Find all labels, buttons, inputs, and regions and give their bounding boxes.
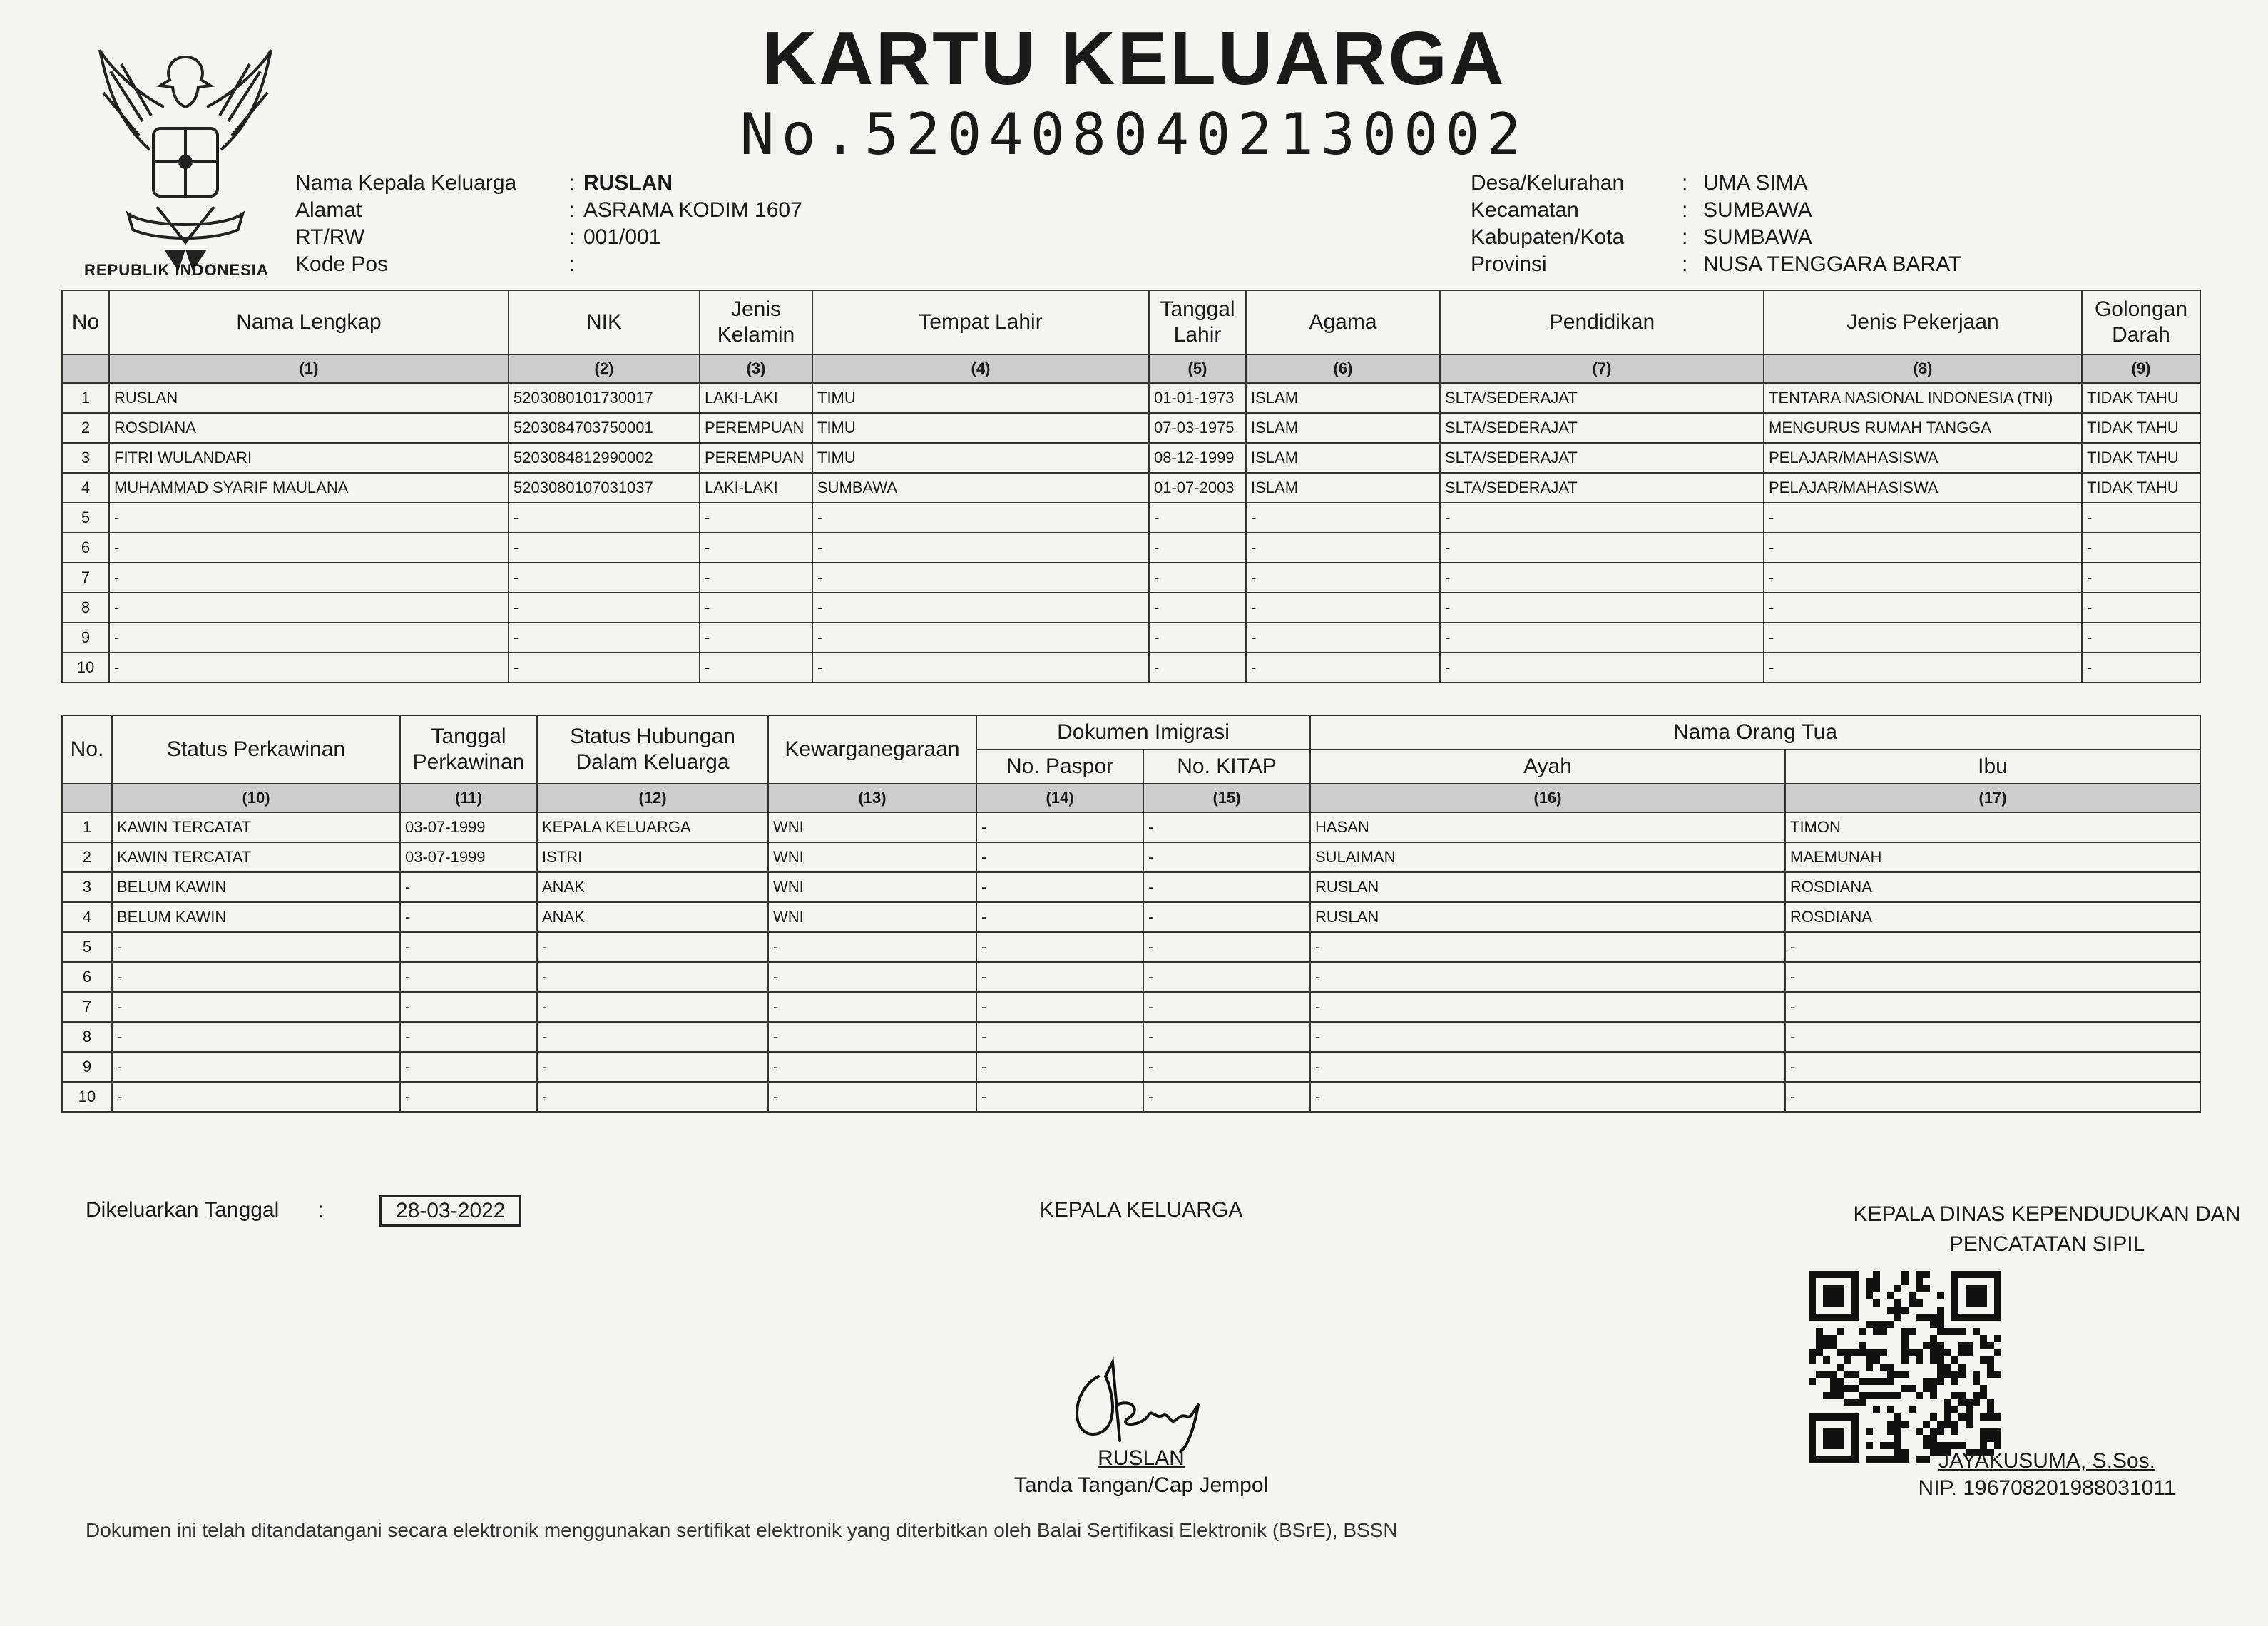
table-cell: 3 <box>62 443 109 473</box>
kk-head-name: RUSLAN <box>1098 1446 1185 1470</box>
office-title-line: KEPALA DINAS KEPENDUDUKAN DAN <box>1853 1202 2241 1226</box>
table-cell: - <box>1149 563 1246 593</box>
table-cell: - <box>1440 623 1764 653</box>
table-cell: MAEMUNAH <box>1785 842 2200 872</box>
table-cell: - <box>537 992 768 1022</box>
header-row-rt-rw: RT/RW : 001/001 <box>295 224 937 251</box>
table-cell: - <box>1143 932 1310 962</box>
table-cell: ISLAM <box>1246 473 1440 503</box>
table-cell: 5203080107031037 <box>509 473 700 503</box>
column-header: No <box>62 290 109 354</box>
table-cell: SLTA/SEDERAJAT <box>1440 413 1764 443</box>
table-cell: TIDAK TAHU <box>2082 473 2200 503</box>
table-cell: SUMBAWA <box>812 473 1149 503</box>
table-cell: 5203084703750001 <box>509 413 700 443</box>
table-cell: - <box>1149 533 1246 563</box>
table-cell: FITRI WULANDARI <box>109 443 509 473</box>
table-row <box>62 593 2200 623</box>
table-row <box>62 413 2200 443</box>
column-header: Pendidikan <box>1440 290 1764 354</box>
table-cell: - <box>1246 623 1440 653</box>
table-cell: - <box>1310 1052 1785 1082</box>
table-cell: 8 <box>62 593 109 623</box>
table-cell: 1 <box>62 383 109 413</box>
header-label: Kode Pos <box>295 252 389 276</box>
column-number: (13) <box>768 784 976 812</box>
table-cell: - <box>1440 653 1764 682</box>
table-cell: 7 <box>62 563 109 593</box>
table-cell: - <box>976 812 1143 842</box>
table-cell: SULAIMAN <box>1310 842 1785 872</box>
table-row <box>62 503 2200 533</box>
header-label: Alamat <box>295 198 362 222</box>
table-row <box>62 992 2200 1022</box>
table-cell: ROSDIANA <box>1785 902 2200 932</box>
header-right <box>1471 170 2113 278</box>
table-cell: 9 <box>62 1052 112 1082</box>
header-value: RUSLAN <box>583 171 673 195</box>
table-cell: - <box>976 872 1143 902</box>
table-cell: ISTRI <box>537 842 768 872</box>
table-cell: - <box>1143 842 1310 872</box>
table-cell: ROSDIANA <box>1785 872 2200 902</box>
column-header: Status Perkawinan <box>112 715 400 784</box>
table-cell: - <box>976 902 1143 932</box>
table-cell: - <box>1143 962 1310 992</box>
table-cell: - <box>1440 503 1764 533</box>
table-cell: 5203080101730017 <box>509 383 700 413</box>
table-cell: - <box>700 623 812 653</box>
table-cell: MUHAMMAD SYARIF MAULANA <box>109 473 509 503</box>
header-label: Kecamatan <box>1471 198 1579 222</box>
table-cell: ANAK <box>537 872 768 902</box>
table-row <box>62 872 2200 902</box>
table-cell: - <box>768 1052 976 1082</box>
table-cell: - <box>400 962 537 992</box>
table-cell: SLTA/SEDERAJAT <box>1440 383 1764 413</box>
header-row-kepala-keluarga: Nama Kepala Keluarga : RUSLAN <box>295 170 937 197</box>
table-cell: 4 <box>62 473 109 503</box>
table-cell: - <box>112 932 400 962</box>
column-header: Jenis Pekerjaan <box>1764 290 2082 354</box>
table-cell: - <box>768 1082 976 1112</box>
column-number: (5) <box>1149 354 1246 383</box>
table-cell: RUSLAN <box>1310 902 1785 932</box>
column-header: No. KITAP <box>1143 750 1310 784</box>
table-cell: - <box>1143 1022 1310 1052</box>
table-cell: - <box>400 902 537 932</box>
table-cell: ROSDIANA <box>109 413 509 443</box>
table-cell: - <box>1149 623 1246 653</box>
table-cell: - <box>1143 872 1310 902</box>
table-cell: - <box>1764 533 2082 563</box>
table-cell: 6 <box>62 962 112 992</box>
table-cell: - <box>1149 503 1246 533</box>
table-cell: - <box>537 1052 768 1082</box>
table-cell: WNI <box>768 872 976 902</box>
table1-header-row <box>62 290 2200 354</box>
header-value: 001/001 <box>583 225 661 249</box>
table-row <box>62 533 2200 563</box>
table-cell: HASAN <box>1310 812 1785 842</box>
table-cell: 03-07-1999 <box>400 812 537 842</box>
signature-image <box>1056 1348 1227 1455</box>
table-cell: - <box>112 1052 400 1082</box>
qr-code-icon <box>1809 1271 2001 1463</box>
table-cell: - <box>1246 503 1440 533</box>
table-cell: - <box>1764 563 2082 593</box>
table-cell: - <box>2082 593 2200 623</box>
table-cell: - <box>112 1022 400 1052</box>
table-cell: - <box>1785 992 2200 1022</box>
table-cell: - <box>1764 623 2082 653</box>
table-row <box>62 902 2200 932</box>
table-cell: - <box>1785 1052 2200 1082</box>
table-cell: 2 <box>62 413 109 443</box>
table-cell: - <box>1246 563 1440 593</box>
header-label: Provinsi <box>1471 252 1547 276</box>
table-cell: RUSLAN <box>109 383 509 413</box>
table-cell: - <box>109 653 509 682</box>
table-cell: - <box>700 503 812 533</box>
header-row-kecamatan: Kecamatan : SUMBAWA <box>1471 197 2113 224</box>
table-cell: - <box>1246 533 1440 563</box>
table-cell: - <box>112 1082 400 1112</box>
column-header: Dokumen Imigrasi <box>976 715 1310 750</box>
table-cell: SLTA/SEDERAJAT <box>1440 443 1764 473</box>
table-cell: - <box>537 1022 768 1052</box>
table-cell: 01-01-1973 <box>1149 383 1246 413</box>
table-cell: - <box>1143 1052 1310 1082</box>
table-row <box>62 383 2200 413</box>
table-cell: - <box>976 992 1143 1022</box>
table-cell: - <box>976 962 1143 992</box>
table-row <box>62 563 2200 593</box>
table-cell: - <box>1764 503 2082 533</box>
table-cell: - <box>1310 1022 1785 1052</box>
table-cell: WNI <box>768 812 976 842</box>
table-cell: TENTARA NASIONAL INDONESIA (TNI) <box>1764 383 2082 413</box>
table-cell: 10 <box>62 1082 112 1112</box>
table-cell: - <box>812 533 1149 563</box>
table-row <box>62 653 2200 682</box>
column-header: Ayah <box>1310 750 1785 784</box>
table-cell: - <box>1764 653 2082 682</box>
table-cell: - <box>976 1082 1143 1112</box>
table-cell: ISLAM <box>1246 443 1440 473</box>
issued-colon: : <box>318 1198 325 1222</box>
column-number <box>62 784 112 812</box>
table-cell: LAKI-LAKI <box>700 383 812 413</box>
table-cell: TIMU <box>812 443 1149 473</box>
header-value: UMA SIMA <box>1703 171 1808 195</box>
table-cell: - <box>509 593 700 623</box>
table-cell: - <box>537 1082 768 1112</box>
column-header: Agama <box>1246 290 1440 354</box>
table-cell: - <box>1310 1082 1785 1112</box>
table-cell: - <box>812 623 1149 653</box>
table-cell: - <box>1440 563 1764 593</box>
column-number-row <box>62 784 2200 812</box>
table-cell: - <box>1440 593 1764 623</box>
table-cell: RUSLAN <box>1310 872 1785 902</box>
table-cell: - <box>2082 623 2200 653</box>
table-cell: - <box>1143 812 1310 842</box>
header-row-kabupaten: Kabupaten/Kota : SUMBAWA <box>1471 224 2113 251</box>
table-cell: - <box>768 932 976 962</box>
table-cell: - <box>400 872 537 902</box>
table-row <box>62 473 2200 503</box>
table-cell: - <box>700 593 812 623</box>
table-cell: - <box>509 563 700 593</box>
column-number: (6) <box>1246 354 1440 383</box>
family-members-table <box>61 290 2201 683</box>
column-number: (16) <box>1310 784 1785 812</box>
table-row <box>62 932 2200 962</box>
table-cell: PEREMPUAN <box>700 443 812 473</box>
office-title-line: PENCATATAN SIPIL <box>1948 1232 2145 1256</box>
table-cell: - <box>812 503 1149 533</box>
table-cell: - <box>109 623 509 653</box>
table-cell: - <box>1785 932 2200 962</box>
header-row-provinsi: Provinsi : NUSA TENGGARA BARAT <box>1471 251 2113 278</box>
table-cell: - <box>112 992 400 1022</box>
table-cell: - <box>1785 1082 2200 1112</box>
column-number-row <box>62 354 2200 383</box>
table-cell: TIDAK TAHU <box>2082 413 2200 443</box>
header-left <box>295 170 937 278</box>
office-title <box>1640 1200 2268 1259</box>
table-cell: 7 <box>62 992 112 1022</box>
table-row <box>62 623 2200 653</box>
table-cell: ISLAM <box>1246 383 1440 413</box>
table-cell: - <box>1149 653 1246 682</box>
column-header: Golongan Darah <box>2082 290 2200 354</box>
column-header: Tanggal Lahir <box>1149 290 1246 354</box>
column-header: Nama Lengkap <box>109 290 509 354</box>
table-cell: 5 <box>62 503 109 533</box>
table-cell: - <box>1149 593 1246 623</box>
table-cell: TIDAK TAHU <box>2082 443 2200 473</box>
header-row-desa: Desa/Kelurahan : UMA SIMA <box>1471 170 2113 197</box>
table-cell: - <box>509 533 700 563</box>
table-cell: PELAJAR/MAHASISWA <box>1764 473 2082 503</box>
table-cell: 9 <box>62 623 109 653</box>
table-cell: TIMON <box>1785 812 2200 842</box>
table-cell: ISLAM <box>1246 413 1440 443</box>
table-cell: 5 <box>62 932 112 962</box>
table-cell: 5203084812990002 <box>509 443 700 473</box>
header-value: ASRAMA KODIM 1607 <box>583 198 802 222</box>
table-cell: - <box>976 932 1143 962</box>
column-number: (11) <box>400 784 537 812</box>
table2-header-row-top <box>62 715 2200 750</box>
family-status-table <box>61 715 2201 1113</box>
table-cell: - <box>1143 902 1310 932</box>
table-cell: WNI <box>768 902 976 932</box>
column-number: (17) <box>1785 784 2200 812</box>
header-label: Desa/Kelurahan <box>1471 171 1625 195</box>
table-cell: - <box>812 563 1149 593</box>
table-cell: TIMU <box>812 383 1149 413</box>
signature-caption: Tanda Tangan/Cap Jempol <box>1013 1473 1269 1497</box>
table-cell: - <box>1246 593 1440 623</box>
table-cell: 8 <box>62 1022 112 1052</box>
column-header: Ibu <box>1785 750 2200 784</box>
table-cell: - <box>509 503 700 533</box>
table-row <box>62 842 2200 872</box>
column-header: Nama Orang Tua <box>1310 715 2200 750</box>
header-row-alamat: Alamat : ASRAMA KODIM 1607 <box>295 197 937 224</box>
column-number: (4) <box>812 354 1149 383</box>
header-value: SUMBAWA <box>1703 198 1812 222</box>
table-cell: KAWIN TERCATAT <box>112 842 400 872</box>
column-header: No. Paspor <box>976 750 1143 784</box>
table-cell: ANAK <box>537 902 768 932</box>
table-cell: - <box>1310 932 1785 962</box>
table-cell: - <box>400 1022 537 1052</box>
table-cell: - <box>2082 563 2200 593</box>
column-number: (3) <box>700 354 812 383</box>
header-value: SUMBAWA <box>1703 225 1812 249</box>
disclaimer-text: Dokumen ini telah ditandatangani secara elektronik menggunakan sertifikat elektronik yang diterbitkan oleh Balai Sertifikasi Elektronik (BSrE), BSSN <box>86 1519 1398 1541</box>
table-cell: MENGURUS RUMAH TANGGA <box>1764 413 2082 443</box>
table-cell: 07-03-1975 <box>1149 413 1246 443</box>
table-cell: - <box>700 563 812 593</box>
table-cell: BELUM KAWIN <box>112 872 400 902</box>
table-cell: 1 <box>62 812 112 842</box>
table-cell: 01-07-2003 <box>1149 473 1246 503</box>
column-number: (12) <box>537 784 768 812</box>
table-cell: - <box>109 533 509 563</box>
table-cell: 03-07-1999 <box>400 842 537 872</box>
column-number: (15) <box>1143 784 1310 812</box>
official-name: JAYAKUSUMA, S.Sos. <box>1938 1449 2155 1473</box>
table-row <box>62 1082 2200 1112</box>
column-header: Kewarganegaraan <box>768 715 976 784</box>
column-number <box>62 354 109 383</box>
kk-number: No.5204080402130002 <box>740 101 1528 168</box>
table-cell: - <box>1143 1082 1310 1112</box>
table-cell: - <box>1785 1022 2200 1052</box>
table-cell: - <box>509 653 700 682</box>
kk-head-label: KEPALA KELUARGA <box>1039 1198 1243 1222</box>
column-number: (8) <box>1764 354 2082 383</box>
column-header: No. <box>62 715 112 784</box>
issued-label: Dikeluarkan Tanggal <box>86 1198 280 1222</box>
table-cell: - <box>1764 593 2082 623</box>
table-cell: - <box>1440 533 1764 563</box>
table-cell: - <box>976 1022 1143 1052</box>
column-number: (9) <box>2082 354 2200 383</box>
table-cell: - <box>1143 992 1310 1022</box>
table-cell: - <box>768 992 976 1022</box>
header-label: Nama Kepala Keluarga <box>295 171 517 195</box>
table-cell: PELAJAR/MAHASISWA <box>1764 443 2082 473</box>
table-cell: - <box>537 962 768 992</box>
issued-date: 28-03-2022 <box>379 1195 521 1227</box>
table-cell: - <box>812 653 1149 682</box>
official-nip: NIP. 196708201988031011 <box>1918 1476 2176 1500</box>
table-cell: KEPALA KELUARGA <box>537 812 768 842</box>
table-cell: - <box>109 503 509 533</box>
table-cell: BELUM KAWIN <box>112 902 400 932</box>
table-row <box>62 1052 2200 1082</box>
table-cell: PEREMPUAN <box>700 413 812 443</box>
column-header: Tanggal Perkawinan <box>400 715 537 784</box>
column-number: (1) <box>109 354 509 383</box>
table-cell: - <box>112 962 400 992</box>
column-header: NIK <box>509 290 700 354</box>
table-cell: 2 <box>62 842 112 872</box>
table-cell: 3 <box>62 872 112 902</box>
table-cell: TIMU <box>812 413 1149 443</box>
table-cell: - <box>1785 962 2200 992</box>
table-cell: - <box>700 533 812 563</box>
table-cell: - <box>400 932 537 962</box>
table-cell: 08-12-1999 <box>1149 443 1246 473</box>
table-cell: - <box>768 962 976 992</box>
column-header: Tempat Lahir <box>812 290 1149 354</box>
table-cell: - <box>400 1082 537 1112</box>
table-cell: - <box>700 653 812 682</box>
table-cell: - <box>976 1052 1143 1082</box>
column-number: (14) <box>976 784 1143 812</box>
table-cell: - <box>1246 653 1440 682</box>
column-number: (7) <box>1440 354 1764 383</box>
table-cell: - <box>109 563 509 593</box>
table-row <box>62 443 2200 473</box>
table-cell: - <box>812 593 1149 623</box>
table-cell: - <box>509 623 700 653</box>
document-title: KARTU KELUARGA <box>762 16 1506 101</box>
emblem-caption: REPUBLIK INDONESIA <box>84 261 269 279</box>
header-value: NUSA TENGGARA BARAT <box>1703 252 1962 276</box>
table-cell: - <box>2082 503 2200 533</box>
column-number: (10) <box>112 784 400 812</box>
table-cell: - <box>976 842 1143 872</box>
column-header: Jenis Kelamin <box>700 290 812 354</box>
table-cell: LAKI-LAKI <box>700 473 812 503</box>
table-cell: - <box>1310 992 1785 1022</box>
header-row-kode-pos: Kode Pos : <box>295 251 937 278</box>
table-cell: - <box>2082 653 2200 682</box>
header-label: RT/RW <box>295 225 365 249</box>
table-cell: - <box>400 1052 537 1082</box>
table-cell: - <box>109 593 509 623</box>
column-header: Status Hubungan Dalam Keluarga <box>537 715 768 784</box>
table-cell: WNI <box>768 842 976 872</box>
table-row <box>62 1022 2200 1052</box>
table-row <box>62 962 2200 992</box>
table-cell: KAWIN TERCATAT <box>112 812 400 842</box>
table-row <box>62 812 2200 842</box>
table-cell: TIDAK TAHU <box>2082 383 2200 413</box>
header-label: Kabupaten/Kota <box>1471 225 1625 249</box>
table-cell: 6 <box>62 533 109 563</box>
table-cell: - <box>537 932 768 962</box>
column-number: (2) <box>509 354 700 383</box>
table-cell: 4 <box>62 902 112 932</box>
table-cell: SLTA/SEDERAJAT <box>1440 473 1764 503</box>
table-cell: 10 <box>62 653 109 682</box>
table-cell: - <box>768 1022 976 1052</box>
table-cell: - <box>400 992 537 1022</box>
table-cell: - <box>2082 533 2200 563</box>
table-cell: - <box>1310 962 1785 992</box>
